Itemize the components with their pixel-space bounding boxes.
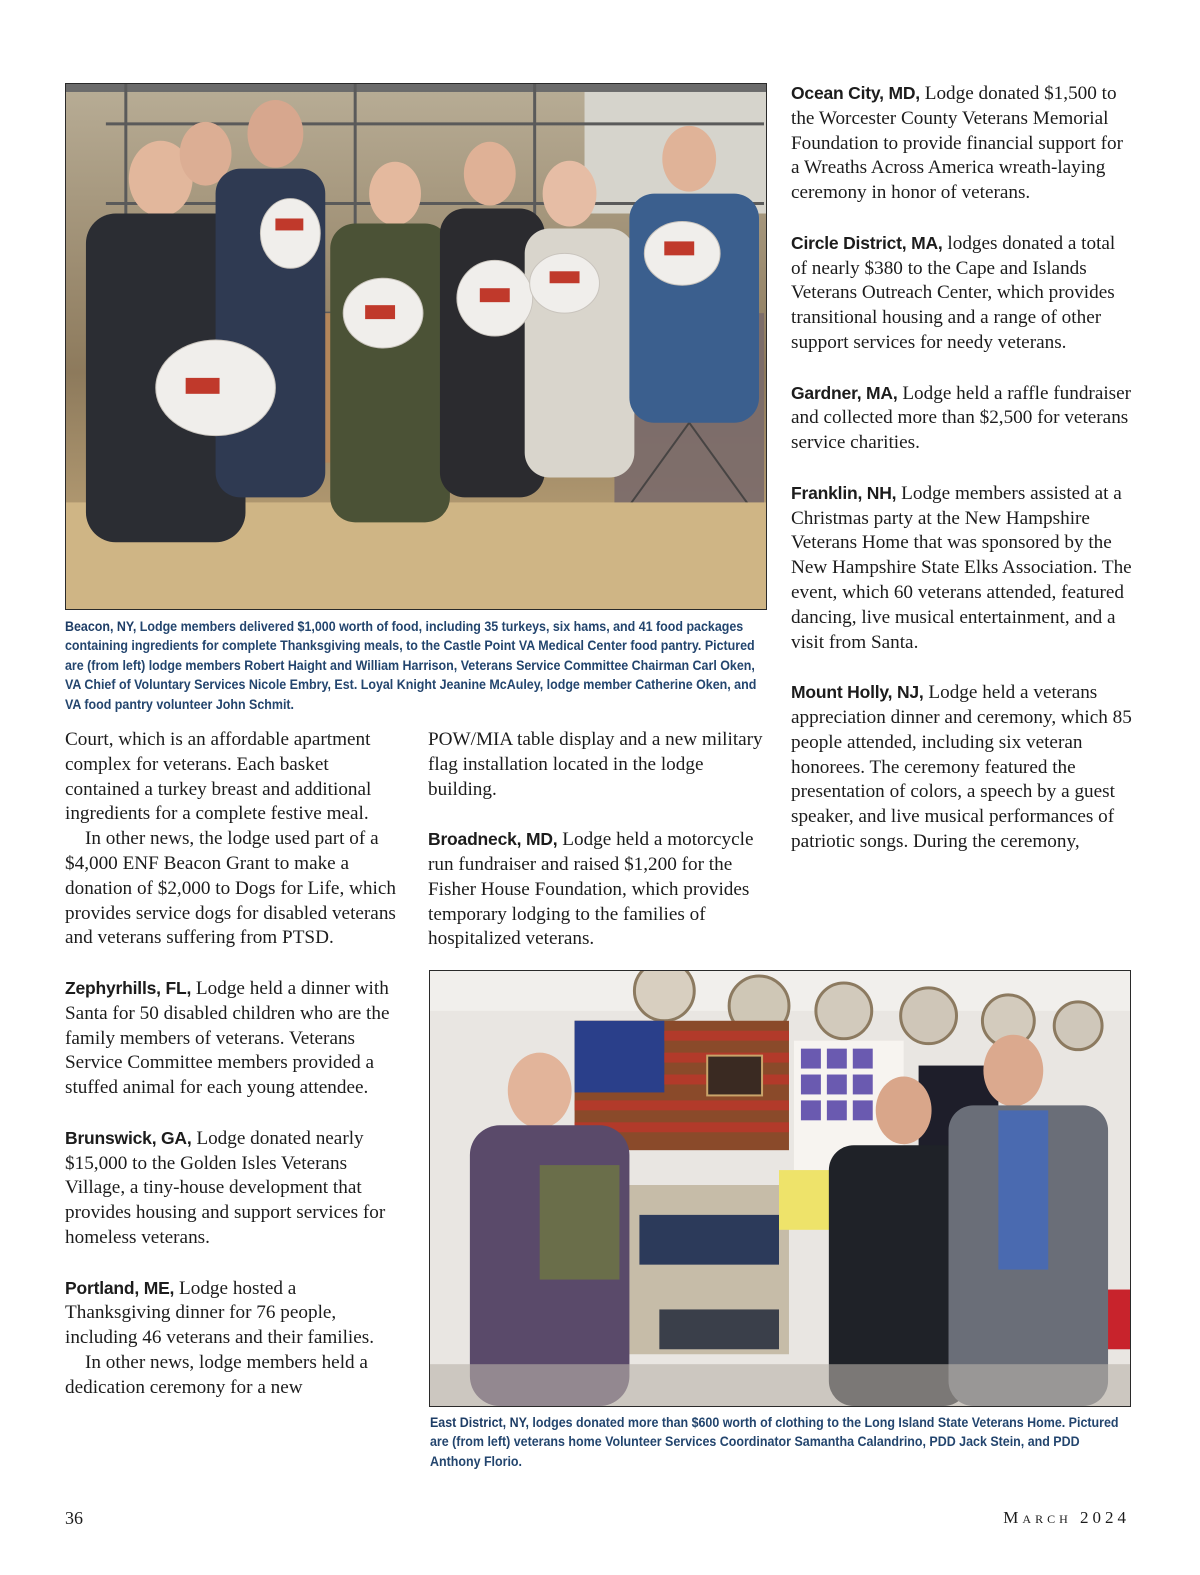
paragraph: In other news, the lodge used part of a $4,000 ENF Beacon Grant to make a donation of $2,000 to Dogs for Life, which provides service dogs for disabled veterans and veterans suffering from PTSD. xyxy=(65,828,396,949)
item-heading: Broadneck, MD, xyxy=(428,829,558,850)
article-column-2 xyxy=(428,728,768,952)
item-body: Lodge held a dinner with Santa for 50 disabled children who are the family members of veterans. Veterans Service Committee members provided a stuffed animal for each young attendee. xyxy=(65,977,390,1099)
issue-date: March 2024 xyxy=(1003,1508,1130,1527)
item-body: Lodge held a motorcycle run fundraiser and raised $1,200 for the Fisher House Foundation, which provides temporary lodging to the families of hospitalized veterans. xyxy=(428,829,754,950)
item-heading: Mount Holly, NJ, xyxy=(791,682,924,703)
page-number: 36 xyxy=(65,1508,83,1528)
article-column-3 xyxy=(791,81,1136,855)
beacon-lodge-photo xyxy=(65,83,767,610)
item-body: Lodge donated $1,500 to the Worcester County Veterans Memorial Foundation to provide financial support for a Wreaths Across America wreath-laying ceremony in honor of veterans. xyxy=(791,83,1123,204)
item-broadneck xyxy=(428,827,768,952)
item-heading: Ocean City, MD, xyxy=(791,83,920,103)
item-heading: Gardner, MA, xyxy=(791,382,898,403)
caption-place: Beacon, NY, xyxy=(65,619,137,634)
item-body: lodges donated a total of nearly $380 to the Cape and Islands Veterans Outreach Center, which provides transitional housing and a range of other support services for needy veterans. xyxy=(791,232,1116,353)
item-brunswick xyxy=(65,1126,405,1251)
article-column-1 xyxy=(65,728,405,1401)
paragraph: In other news, lodge members held a dedication ceremony for a new xyxy=(65,1351,368,1398)
item-heading: Brunswick, GA, xyxy=(65,1127,192,1148)
east-district-photo-caption xyxy=(430,1413,1132,1471)
item-body: Lodge members assisted at a Christmas party at the New Hampshire Veterans Home that was sponsored by the New Hampshire State Elks Association. The event, which 60 veterans attended, featured dancing, live musical entertainment, and a visit from Santa. xyxy=(791,482,1132,653)
item-franklin xyxy=(791,481,1136,656)
item-gardner xyxy=(791,381,1136,456)
caption-place: East District, NY, xyxy=(430,1415,529,1430)
item-circle-district xyxy=(791,231,1136,356)
beacon-photo-caption xyxy=(65,617,767,714)
item-mount-holly xyxy=(791,680,1136,855)
item-heading: Franklin, NH, xyxy=(791,482,897,503)
east-district-photo xyxy=(429,970,1131,1407)
item-ocean-city xyxy=(791,81,1136,206)
paragraph: Court, which is an affordable apartment complex for veterans. Each basket contained a turkey breast and additional ingredients for a complete festive meal. xyxy=(65,729,372,825)
item-heading: Portland, ME, xyxy=(65,1277,175,1298)
caption-text: lodges donated more than $600 worth of clothing to the Long Island State Veterans Home. Pictured are (from left) veterans home Volunteer Services Coordinator Samantha Calandrino, PDD Jack Stein, and PDD Anthony Florio. xyxy=(430,1415,1119,1469)
paragraph: POW/MIA table display and a new military flag installation located in the lodge building. xyxy=(428,729,763,800)
item-zephyrhills xyxy=(65,976,405,1101)
item-body: Lodge held a veterans appreciation dinner and ceremony, which 85 people attended, including six veteran honorees. The ceremony featured the presentation of colors, a speech by a guest speaker, and live musical performances of patriotic songs. During the ceremony, xyxy=(791,682,1132,852)
item-body: Lodge hosted a Thanksgiving dinner for 76 people, including 46 veterans and their families. xyxy=(65,1277,375,1349)
item-heading: Zephyrhills, FL, xyxy=(65,977,192,998)
item-body: Lodge held a raffle fundraiser and collected more than $2,500 for veterans service charities. xyxy=(791,382,1132,454)
item-heading: Circle District, MA, xyxy=(791,232,943,253)
caption-text: Lodge members delivered $1,000 worth of food, including 35 turkeys, six hams, and 41 food packages containing ingredients for complete Thanksgiving meals, to the Castle Point VA Medical Center food pantry. Pictured are (from left) lodge members Robert Haight and William Harrison, Veterans Service Committee Chairman Carl Oken, VA Chief of Voluntary Services Nicole Embry, Est. Loyal Knight Jeanine McAuley, lodge member Catherine Oken, and VA food pantry volunteer John Schmit. xyxy=(65,619,757,712)
item-body: Lodge donated nearly $15,000 to the Golden Isles Veterans Village, a tiny-house development that provides housing and support services for homeless veterans. xyxy=(65,1127,386,1248)
item-portland xyxy=(65,1276,405,1351)
